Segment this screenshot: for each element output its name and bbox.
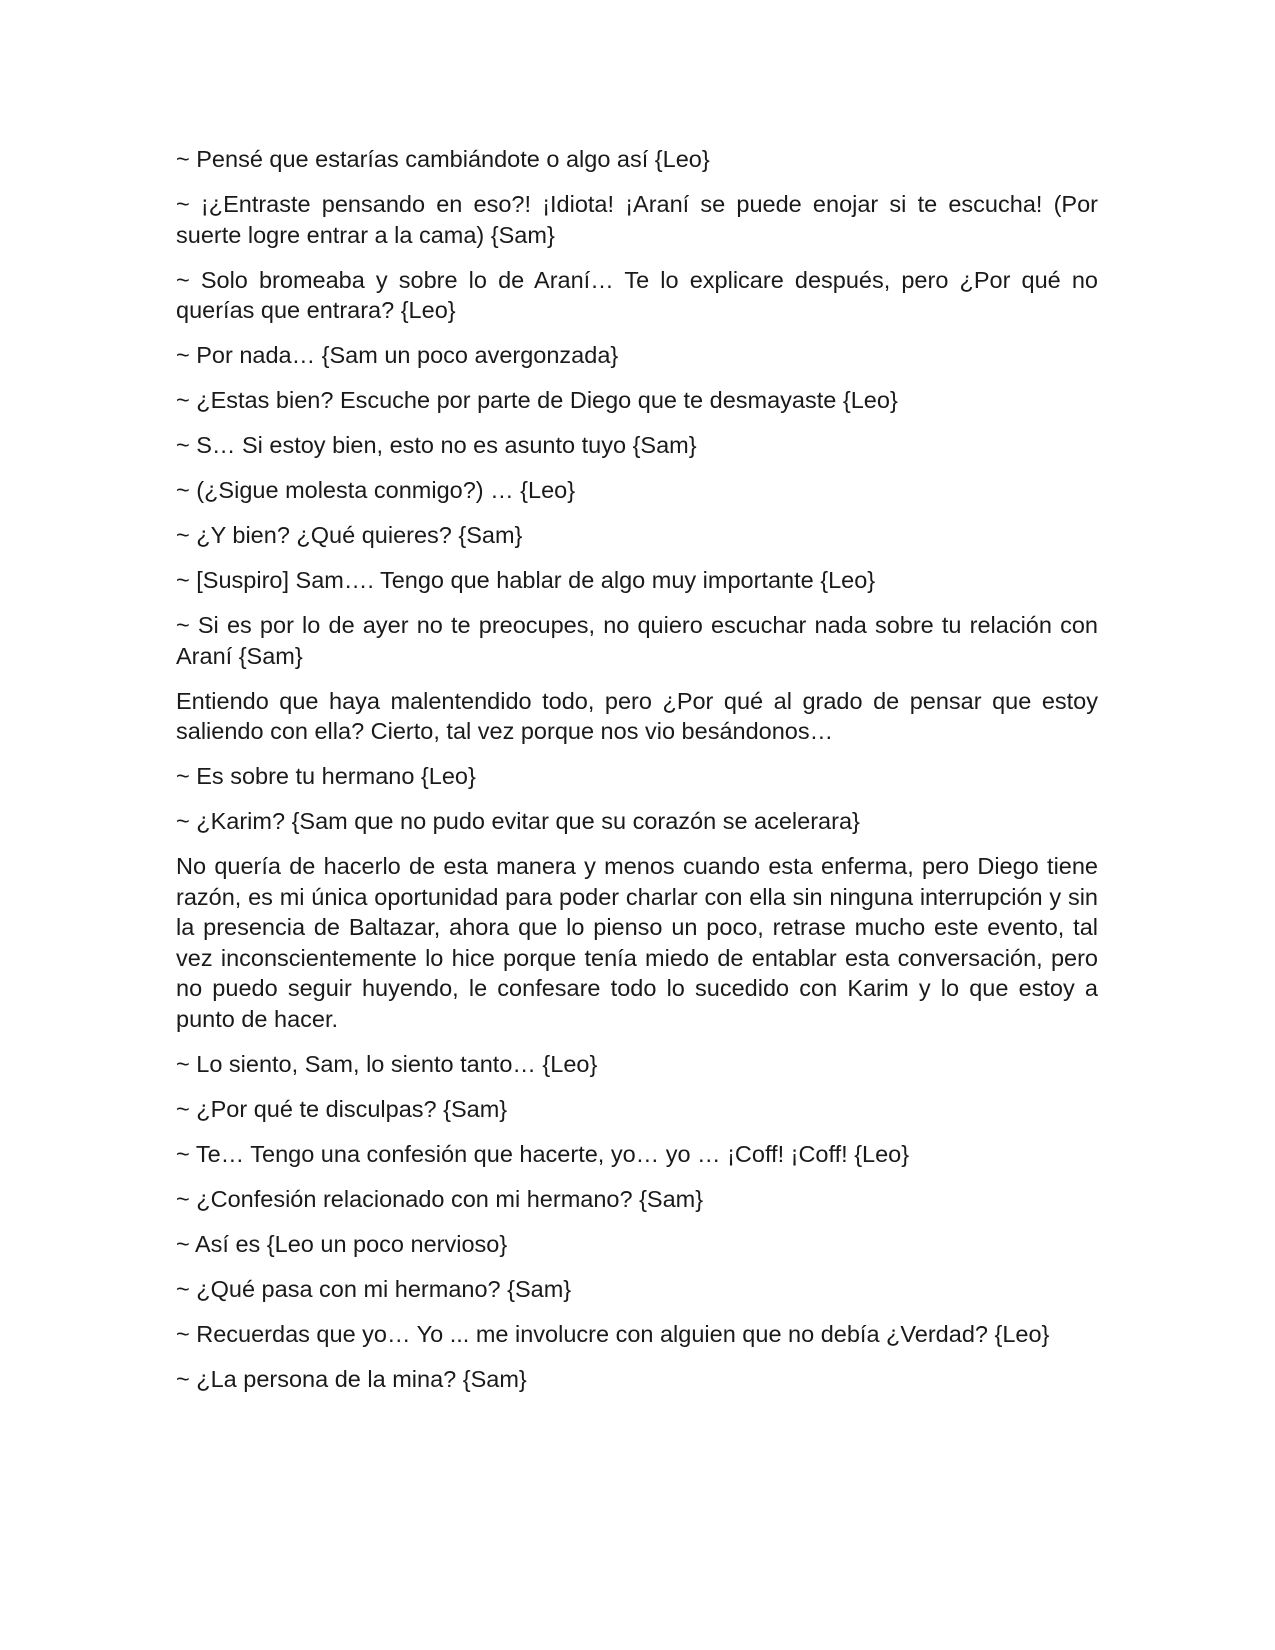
paragraph: ~ ¿Estas bien? Escuche por parte de Diego que te desmayaste {Leo} <box>176 387 898 413</box>
paragraph: No quería de hacerlo de esta manera y menos cuando esta enferma, pero Diego tiene razón, es mi única oportunidad para poder charlar con ella sin ninguna interrupción y sin la presencia de Baltazar, ahora que lo pienso un poco, retrase mucho este evento, tal vez inconscientemente lo hice porque tenía miedo de entablar esta conversación, pero no puedo seguir huyendo, le confesare todo lo sucedido con Karim y lo que estoy a punto de hacer. <box>176 853 1098 1032</box>
paragraph: ~ ¿Qué pasa con mi hermano? {Sam} <box>176 1275 572 1302</box>
paragraph: ~ Así es {Leo un poco nervioso} <box>176 1230 508 1257</box>
paragraph: ~ Pensé que estarías cambiándote o algo así {Leo} <box>176 146 710 172</box>
paragraph: ~ [Suspiro] Sam…. Tengo que hablar de algo muy importante {Leo} <box>176 567 876 593</box>
paragraph: ~ Solo bromeaba y sobre lo de Araní… Te lo explicare después, pero ¿Por qué no querías que entrara? {Leo} <box>176 266 1098 323</box>
paragraph: ~ S… Si estoy bien, esto no es asunto tuyo {Sam} <box>176 432 697 458</box>
paragraph: ~ ¿Por qué te disculpas? {Sam} <box>176 1095 508 1122</box>
paragraph: ~ ¿La persona de la mina? {Sam} <box>176 1365 527 1392</box>
paragraph: ~ Si es por lo de ayer no te preocupes, no quiero escuchar nada sobre tu relación con Araní {Sam} <box>176 612 1098 669</box>
paragraph: ~ ¿Y bien? ¿Qué quieres? {Sam} <box>176 522 523 548</box>
paragraph: ~ ¡¿Entraste pensando en eso?! ¡Idiota! ¡Araní se puede enojar si te escucha! (Por suerte logre entrar a la cama) {Sam} <box>176 191 1098 248</box>
paragraph: ~ Es sobre tu hermano {Leo} <box>176 763 476 789</box>
paragraph: ~ Lo siento, Sam, lo siento tanto… {Leo} <box>176 1050 598 1077</box>
paragraph: Entiendo que haya malentendido todo, pero ¿Por qué al grado de pensar que estoy saliendo con ella? Cierto, tal vez porque nos vio besándonos… <box>176 687 1098 744</box>
paragraph: ~ Por nada… {Sam un poco avergonzada} <box>176 342 619 368</box>
paragraph: ~ ¿Confesión relacionado con mi hermano? {Sam} <box>176 1185 704 1212</box>
paragraph: ~ (¿Sigue molesta conmigo?) … {Leo} <box>176 477 576 503</box>
paragraph: ~ Te… Tengo una confesión que hacerte, yo… yo … ¡Coff! ¡Coff! {Leo} <box>176 1140 910 1167</box>
paragraph: ~ ¿Karim? {Sam que no pudo evitar que su corazón se acelerara} <box>176 808 860 834</box>
paragraph: ~ Recuerdas que yo… Yo ... me involucre con alguien que no debía ¿Verdad? {Leo} <box>176 1320 1050 1347</box>
document-page <box>176 144 1098 1409</box>
